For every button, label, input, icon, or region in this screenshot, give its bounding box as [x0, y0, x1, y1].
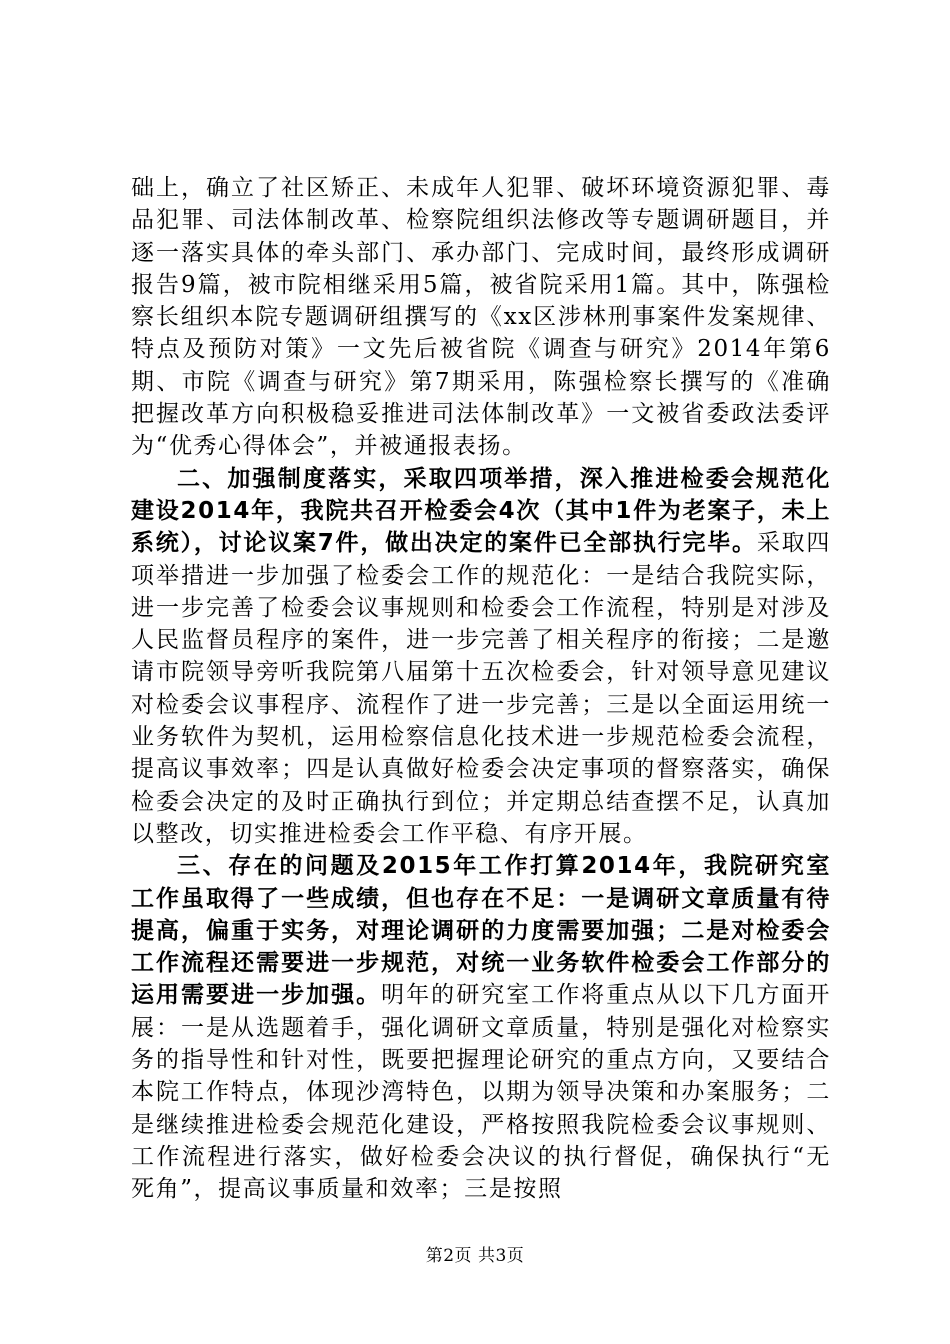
paragraph-continuation: [131, 172, 831, 463]
paragraph-section-3: [131, 850, 831, 1205]
document-body: [131, 172, 831, 1206]
paragraph-text: 采取四项举措进一步加强了检委会工作的规范化：一是结合我院实际，进一步完善了检委会议事规则和检委会工作流程，特别是对涉及人民监督员程序的案件，进一步完善了相关程序的衔接；二是邀请市院领导旁听我院第八届第十五次检委会，针对领导意见建议对检委会议事程序、流程作了进一步完善；三是以全面运用统一业务软件为契机，运用检察信息化技术进一步规范检委会流程，提高议事效率；四是认真做好检委会决定事项的督察落实，确保检委会决定的及时正确执行到位；并定期总结查摆不足，认真加以整改，切实推进检委会工作平稳、有序开展。: [131, 530, 831, 847]
section-heading: 二、加强制度落实，采取四项举措，深入推进检委会规范化建设2014年，我院共召开检委会4次（其中1件为老案子，未上系统），讨论议案7件，做出决定的案件已全部执行完毕。: [131, 465, 831, 557]
page-number-label: 第2页 共3页: [425, 1246, 525, 1266]
paragraph-text: 础上，确立了社区矫正、未成年人犯罪、破坏环境资源犯罪、毒品犯罪、司法体制改革、检察院组织法修改等专题调研题目，并逐一落实具体的牵头部门、承办部门、完成时间，最终形成调研报告9篇，被市院相继采用5篇，被省院采用1篇。其中，陈强检察长组织本院专题调研组撰写的《xx区涉林刑事案件发案规律、特点及预防对策》一文先后被省院《调查与研究》2014年第6期、市院《调查与研究》第7期采用，陈强检察长撰写的《准确把握改革方向积极稳妥推进司法体制改革》一文被省委政法委评为“优秀心得体会”，并被通报表扬。: [131, 175, 831, 460]
section-heading: 三、存在的问题及2015年工作打算2014年，我院研究室工作虽取得了一些成绩，但也存在不足：一是调研文章质量有待提高，偏重于实务，对理论调研的力度需要加强；二是对检委会工作流程还需要进一步规范，对统一业务软件检委会工作部分的运用需要进一步加强。: [131, 853, 831, 1009]
paragraph-section-2: [131, 463, 831, 851]
paragraph-text: 明年的研究室工作将重点从以下几方面开展：一是从选题着手，强化调研文章质量，特别是强化对检察实务的指导性和针对性，既要把握理论研究的重点方向，又要结合本院工作特点，体现沙湾特色，以期为领导决策和办案服务；二是继续推进检委会规范化建设，严格按照我院检委会议事规则、工作流程进行落实，做好检委会决议的执行督促，确保执行“无死角”，提高议事质量和效率；三是按照: [131, 982, 832, 1203]
page-footer: [0, 1241, 950, 1266]
